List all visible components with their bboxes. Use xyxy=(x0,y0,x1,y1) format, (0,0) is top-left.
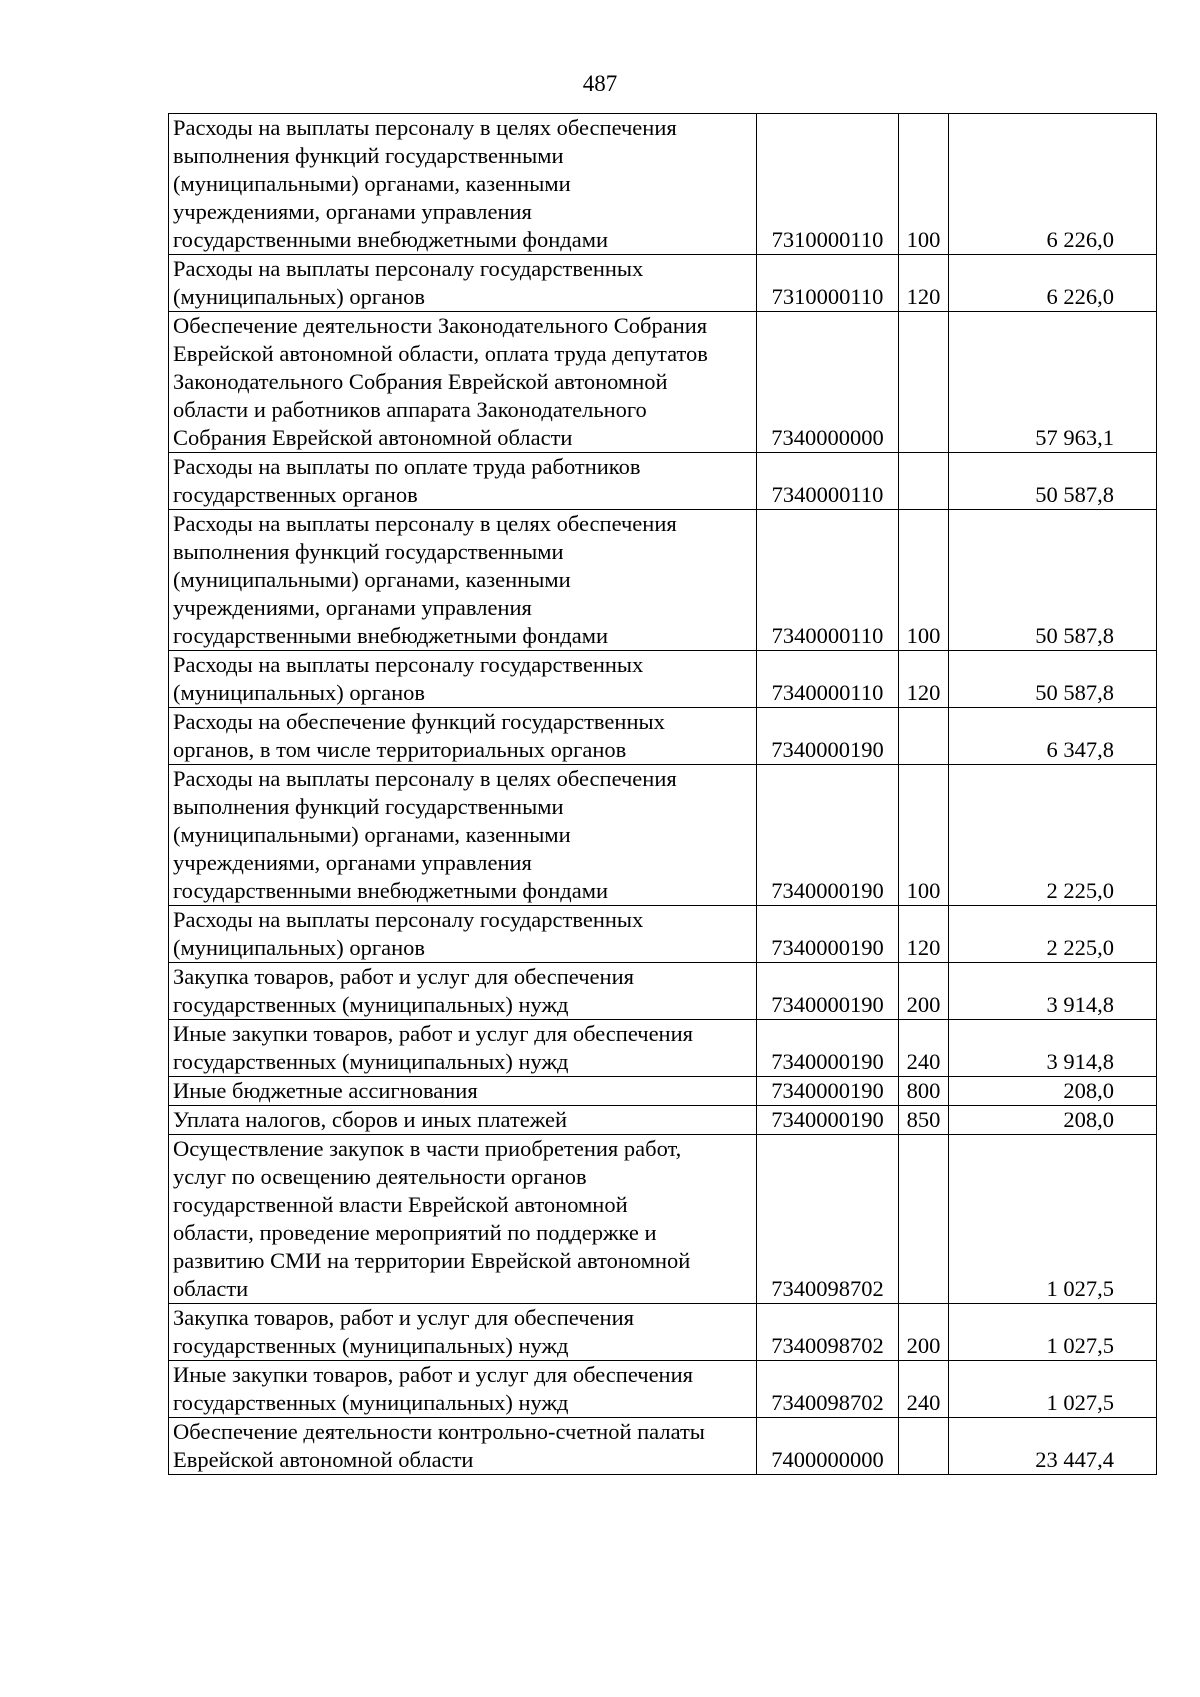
expense-type-cell xyxy=(899,312,949,453)
expense-type-cell: 120 xyxy=(899,906,949,963)
expense-name-line: (муниципальными) органами, казенными xyxy=(173,567,571,592)
expense-name-cell xyxy=(169,651,757,708)
table-row xyxy=(169,1106,1157,1135)
amount-cell: 3 914,8 xyxy=(949,1020,1157,1077)
expense-name-line: государственных (муниципальных) нужд xyxy=(173,992,569,1017)
table-row xyxy=(169,255,1157,312)
table-row xyxy=(169,1077,1157,1106)
expense-name-line: выполнения функций государственными xyxy=(173,539,564,564)
target-code-cell: 7340098702 xyxy=(757,1361,899,1418)
target-code-cell: 7310000110 xyxy=(757,114,899,255)
expense-name-line: учреждениями, органами управления xyxy=(173,595,532,620)
amount-cell: 23 447,4 xyxy=(949,1418,1157,1475)
target-code-cell: 7310000110 xyxy=(757,255,899,312)
expense-name-line: Расходы на выплаты персоналу государственных xyxy=(173,256,644,281)
expense-name-line: Закупка товаров, работ и услуг для обеспечения xyxy=(173,1305,634,1330)
target-code-cell: 7340000110 xyxy=(757,510,899,651)
amount-cell: 57 963,1 xyxy=(949,312,1157,453)
expense-name-line: Расходы на выплаты персоналу в целях обеспечения xyxy=(173,115,677,140)
expense-name-line: области и работников аппарата Законодательного xyxy=(173,397,647,422)
table-row xyxy=(169,765,1157,906)
expense-name-line: Обеспечение деятельности Законодательного Собрания xyxy=(173,313,708,338)
expense-name-line: государственной власти Еврейской автономной xyxy=(173,1192,628,1217)
expense-name-line: области, проведение мероприятий по поддержке и xyxy=(173,1220,657,1245)
expense-name-line: Расходы на обеспечение функций государственных xyxy=(173,709,665,734)
amount-cell: 50 587,8 xyxy=(949,453,1157,510)
expense-name-line: Расходы на выплаты персоналу в целях обеспечения xyxy=(173,766,677,791)
table-row xyxy=(169,453,1157,510)
amount-cell: 208,0 xyxy=(949,1077,1157,1106)
expense-name-cell xyxy=(169,255,757,312)
expense-name-cell xyxy=(169,708,757,765)
target-code-cell: 7340000190 xyxy=(757,708,899,765)
expense-name-cell xyxy=(169,963,757,1020)
target-code-cell: 7340000190 xyxy=(757,1020,899,1077)
expense-name-line: развитию СМИ на территории Еврейской автономной xyxy=(173,1248,691,1273)
target-code-cell: 7340098702 xyxy=(757,1135,899,1304)
expense-name-line: государственных органов xyxy=(173,482,418,507)
table-row xyxy=(169,963,1157,1020)
expense-name-line: (муниципальных) органов xyxy=(173,680,426,705)
amount-cell: 1 027,5 xyxy=(949,1135,1157,1304)
table-row xyxy=(169,1135,1157,1304)
amount-cell: 3 914,8 xyxy=(949,963,1157,1020)
table-row xyxy=(169,1304,1157,1361)
expense-name-line: области xyxy=(173,1276,249,1301)
expense-type-cell: 100 xyxy=(899,114,949,255)
table-row xyxy=(169,312,1157,453)
target-code-cell: 7340000110 xyxy=(757,651,899,708)
amount-cell: 208,0 xyxy=(949,1106,1157,1135)
table-row xyxy=(169,1361,1157,1418)
expense-name-line: выполнения функций государственными xyxy=(173,794,564,819)
expense-name-line: Расходы на выплаты персоналу государственных xyxy=(173,907,644,932)
expense-name-cell xyxy=(169,1418,757,1475)
expense-name-line: государственными внебюджетными фондами xyxy=(173,623,609,648)
expense-name-line: учреждениями, органами управления xyxy=(173,199,532,224)
target-code-cell: 7340000110 xyxy=(757,453,899,510)
expense-name-line: органов, в том числе территориальных органов xyxy=(173,737,627,762)
expense-name-line: Закупка товаров, работ и услуг для обеспечения xyxy=(173,964,634,989)
page-number: 487 xyxy=(582,71,618,96)
expense-name-cell xyxy=(169,312,757,453)
expense-name-line: Расходы на выплаты персоналу в целях обеспечения xyxy=(173,511,677,536)
expense-name-line: Иные бюджетные ассигнования xyxy=(173,1078,478,1103)
expense-type-cell xyxy=(899,708,949,765)
target-code-cell: 7340000190 xyxy=(757,765,899,906)
expense-type-cell xyxy=(899,1418,949,1475)
expense-type-cell: 800 xyxy=(899,1077,949,1106)
amount-cell: 6 347,8 xyxy=(949,708,1157,765)
expense-type-cell: 200 xyxy=(899,963,949,1020)
expense-name-line: Обеспечение деятельности контрольно-счетной палаты xyxy=(173,1419,705,1444)
table-row xyxy=(169,1418,1157,1475)
expense-type-cell: 240 xyxy=(899,1361,949,1418)
amount-cell: 1 027,5 xyxy=(949,1361,1157,1418)
expense-name-line: Еврейской автономной области xyxy=(173,1447,474,1472)
expense-name-line: услуг по освещению деятельности органов xyxy=(173,1164,587,1189)
expense-name-cell xyxy=(169,765,757,906)
amount-cell: 6 226,0 xyxy=(949,114,1157,255)
expense-name-line: Иные закупки товаров, работ и услуг для обеспечения xyxy=(173,1021,693,1046)
amount-cell: 2 225,0 xyxy=(949,765,1157,906)
table-row xyxy=(169,114,1157,255)
table-row xyxy=(169,1020,1157,1077)
expense-name-line: Расходы на выплаты по оплате труда работников xyxy=(173,454,641,479)
expense-name-cell xyxy=(169,1106,757,1135)
expense-type-cell xyxy=(899,453,949,510)
target-code-cell: 7340000190 xyxy=(757,1106,899,1135)
expense-name-cell xyxy=(169,1361,757,1418)
expense-name-line: (муниципальными) органами, казенными xyxy=(173,822,571,847)
expense-name-line: государственных (муниципальных) нужд xyxy=(173,1333,569,1358)
expense-name-cell xyxy=(169,1135,757,1304)
budget-table xyxy=(168,113,1157,1475)
expense-type-cell: 120 xyxy=(899,651,949,708)
expense-name-line: Собрания Еврейской автономной области xyxy=(173,425,573,450)
expense-name-cell xyxy=(169,114,757,255)
amount-cell: 50 587,8 xyxy=(949,651,1157,708)
table-row xyxy=(169,651,1157,708)
expense-type-cell: 240 xyxy=(899,1020,949,1077)
expense-name-cell xyxy=(169,906,757,963)
expense-type-cell: 200 xyxy=(899,1304,949,1361)
expense-name-cell xyxy=(169,1077,757,1106)
expense-name-line: (муниципальными) органами, казенными xyxy=(173,171,571,196)
expense-name-line: Осуществление закупок в части приобретения работ, xyxy=(173,1136,682,1161)
expense-name-line: Законодательного Собрания Еврейской автономной xyxy=(173,369,668,394)
table-row xyxy=(169,708,1157,765)
target-code-cell: 7400000000 xyxy=(757,1418,899,1475)
amount-cell: 1 027,5 xyxy=(949,1304,1157,1361)
amount-cell: 6 226,0 xyxy=(949,255,1157,312)
target-code-cell: 7340098702 xyxy=(757,1304,899,1361)
expense-name-cell xyxy=(169,1020,757,1077)
expense-name-line: государственных (муниципальных) нужд xyxy=(173,1390,569,1415)
expense-name-line: Еврейской автономной области, оплата труда депутатов xyxy=(173,341,708,366)
expense-name-line: Уплата налогов, сборов и иных платежей xyxy=(173,1107,568,1132)
target-code-cell: 7340000190 xyxy=(757,1077,899,1106)
table-row xyxy=(169,906,1157,963)
target-code-cell: 7340000190 xyxy=(757,906,899,963)
expense-name-line: (муниципальных) органов xyxy=(173,935,426,960)
target-code-cell: 7340000190 xyxy=(757,963,899,1020)
expense-name-cell xyxy=(169,453,757,510)
expense-name-line: государственных (муниципальных) нужд xyxy=(173,1049,569,1074)
expense-type-cell: 850 xyxy=(899,1106,949,1135)
expense-name-line: государственными внебюджетными фондами xyxy=(173,878,609,903)
expense-name-line: Расходы на выплаты персоналу государственных xyxy=(173,652,644,677)
expense-type-cell xyxy=(899,1135,949,1304)
expense-name-line: учреждениями, органами управления xyxy=(173,850,532,875)
target-code-cell: 7340000000 xyxy=(757,312,899,453)
amount-cell: 2 225,0 xyxy=(949,906,1157,963)
expense-name-line: выполнения функций государственными xyxy=(173,143,564,168)
budget-table-body xyxy=(169,114,1157,1475)
expense-name-line: государственными внебюджетными фондами xyxy=(173,227,609,252)
expense-name-cell xyxy=(169,510,757,651)
expense-type-cell: 100 xyxy=(899,765,949,906)
expense-name-cell xyxy=(169,1304,757,1361)
expense-type-cell: 100 xyxy=(899,510,949,651)
amount-cell: 50 587,8 xyxy=(949,510,1157,651)
expense-name-line: (муниципальных) органов xyxy=(173,284,426,309)
expense-name-line: Иные закупки товаров, работ и услуг для обеспечения xyxy=(173,1362,693,1387)
table-row xyxy=(169,510,1157,651)
expense-type-cell: 120 xyxy=(899,255,949,312)
